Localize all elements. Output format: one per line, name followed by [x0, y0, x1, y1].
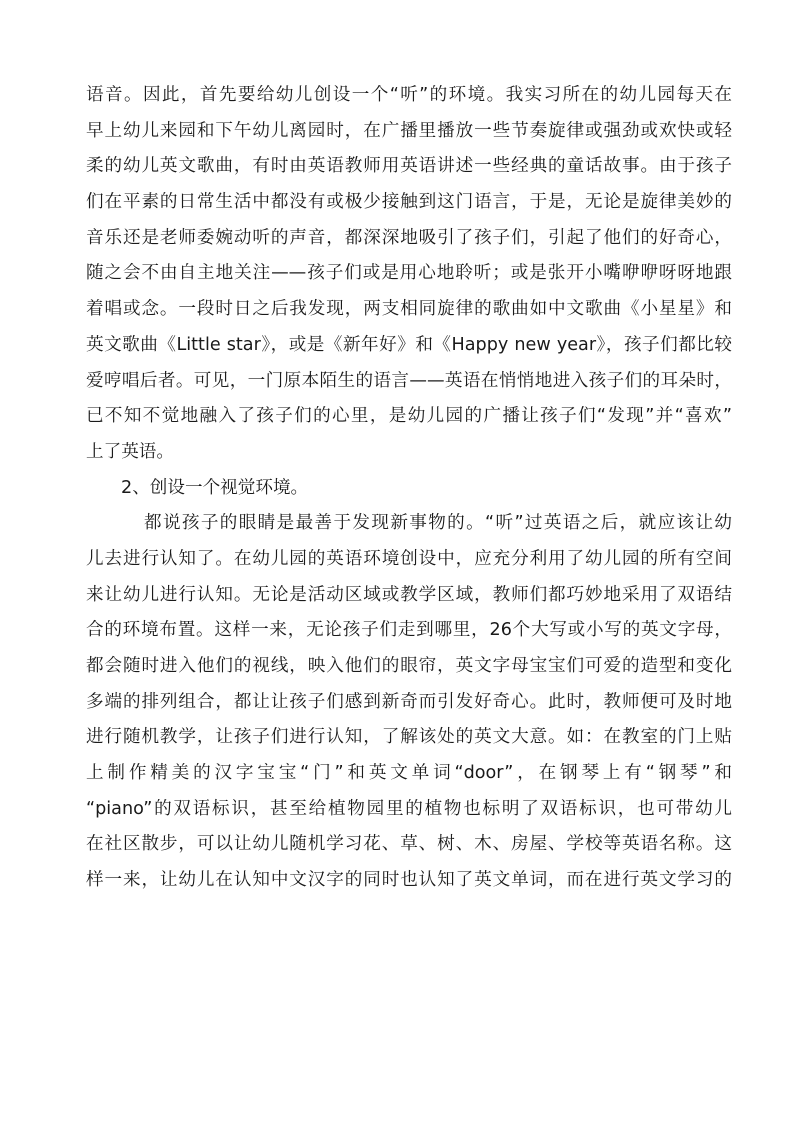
text-line: 进行随机教学，让孩子们进行认知，了解该处的英文大意。如：在教室的门上贴 [86, 727, 732, 748]
text-line: 已不知不觉地融入了孩子们的心里，是幼儿园的广播让孩子们“发现”并“喜欢” [86, 406, 732, 427]
text-line: 们在平素的日常生活中都没有或极少接触到这门语言，于是，无论是旋律美妙的 [86, 192, 732, 213]
text-line: 来让幼儿进行认知。无论是活动区域或教学区域，教师们都巧妙地采用了双语结 [86, 584, 732, 605]
paragraph-first-line: 都说孩子的眼睛是最善于发现新事物的。“听”过英语之后，就应该让幼 [144, 513, 732, 534]
text-line: 在社区散步，可以让幼儿随机学习花、草、树、木、房屋、学校等英语名称。这 [86, 834, 732, 855]
text-line: 儿去进行认知了。在幼儿园的英语环境创设中，应充分利用了幼儿园的所有空间 [86, 548, 732, 569]
text-line: 上制作精美的汉字宝宝“门”和英文单词“door”，在钢琴上有“钢琴”和 [86, 763, 732, 784]
text-line: 爱哼唱后者。可见，一门原本陌生的语言——英语在悄悄地进入孩子们的耳朵时， [86, 370, 732, 391]
document-body [86, 78, 732, 899]
text-line: 随之会不由自主地关注——孩子们或是用心地聆听；或是张开小嘴咿咿呀呀地跟 [86, 263, 732, 284]
section-heading: 2、创设一个视觉环境。 [121, 477, 309, 498]
text-line: 合的环境布置。这样一来，无论孩子们走到哪里，26个大写或小写的英文字母， [86, 620, 732, 641]
paragraph-end-line: 上了英语。 [86, 441, 174, 462]
text-line: 语音。因此，首先要给幼儿创设一个“听”的环境。我实习所在的幼儿园每天在 [86, 85, 732, 105]
text-line: 着唱或念。一段时日之后我发现，两支相同旋律的歌曲如中文歌曲《小星星》和 [86, 299, 732, 320]
text-line: 早上幼儿来园和下午幼儿离园时，在广播里播放一些节奏旋律或强劲或欢快或轻 [86, 120, 732, 141]
text-line: 英文歌曲《Little star》，或是《新年好》和《Happy new year》，孩子们都比较 [86, 334, 732, 355]
text-line: 都会随时进入他们的视线，映入他们的眼帘，英文字母宝宝们可爱的造型和变化 [86, 656, 732, 676]
text-line: 柔的幼儿英文歌曲，有时由英语教师用英语讲述一些经典的童话故事。由于孩子 [86, 156, 732, 177]
text-line: 多端的排列组合，都让让孩子们感到新奇而引发好奇心。此时，教师便可及时地 [86, 691, 732, 712]
text-line: 样一来，让幼儿在认知中文汉字的同时也认知了英文单词，而在进行英文学习的 [86, 870, 732, 891]
text-line: “piano”的双语标识，甚至给植物园里的植物也标明了双语标识，也可带幼儿 [86, 798, 732, 819]
text-line: 音乐还是老师委婉动听的声音，都深深地吸引了孩子们，引起了他们的好奇心， [86, 227, 732, 248]
